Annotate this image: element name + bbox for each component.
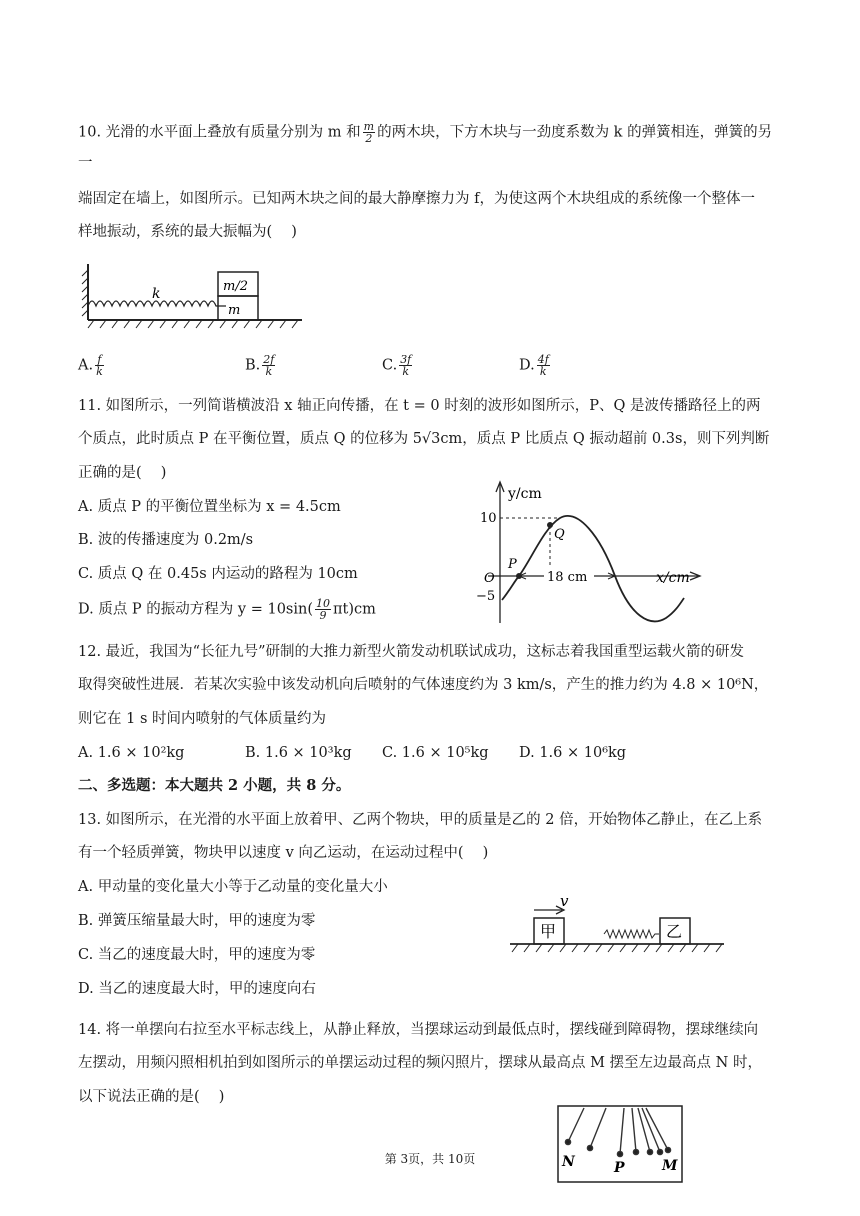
- q10-option-b[interactable]: B. $\frac{2f}{k}$: [245, 353, 275, 378]
- top-block-label: m/2: [223, 279, 248, 294]
- origin-label: O: [484, 571, 495, 586]
- q12-line1: 12. 最近，我国为“长征九号”研制的大推力新型火箭发动机联试成功，这标志着我国重型运载火箭的研发: [78, 644, 744, 660]
- q10-option-d[interactable]: D. $\frac{4f}{k}$: [519, 353, 549, 378]
- q13-blocks-figure: [508, 888, 728, 958]
- velocity-label: v: [560, 892, 569, 910]
- light-spring: [604, 930, 659, 938]
- q10-line1: 10. 光滑的水平面上叠放有质量分别为 m 和 $\frac{m}{2}$ 的两木块，下方木块与一劲度系数为 k 的弹簧相连，弹簧的另: [78, 120, 773, 145]
- q10-option-a[interactable]: A. $\frac{f}{k}$: [78, 353, 103, 378]
- spring-label-k: k: [152, 286, 161, 302]
- q10-line2: 一: [78, 155, 93, 171]
- q11-wave-figure: [470, 478, 710, 628]
- y-tick-10: 10: [480, 511, 497, 526]
- q12-option-a[interactable]: A. 1.6 × 10²kg: [78, 745, 185, 761]
- label-p: P: [508, 557, 517, 572]
- q10-line3: 端固定在墙上，如图所示。已知两木块之间的最大静摩擦力为 f，为使这两个木块组成的系统像一个整体一: [78, 191, 755, 207]
- q14-line1: 14. 将一单摆向右拉至水平标志线上，从静止释放，当摆球运动到最低点时，摆线碰到障碍物，摆球继续向: [78, 1022, 759, 1038]
- q13-line1: 13. 如图所示，在光滑的水平面上放着甲、乙两个物块，甲的质量是乙的 2 倍，开始物体乙静止，在乙上系: [78, 812, 763, 828]
- q14-line3: 以下说法正确的是( ): [78, 1089, 225, 1105]
- q10-option-c[interactable]: C. $\frac{3f}{k}$: [382, 353, 412, 378]
- label-n: N: [562, 1154, 575, 1170]
- label-p: P: [614, 1160, 625, 1176]
- q14-pendulum-figure: [556, 1104, 686, 1186]
- q13-option-d[interactable]: D. 当乙的速度最大时，甲的速度向右: [78, 981, 316, 997]
- q11-option-d[interactable]: D. 质点 P 的振动方程为 y = 10sin( $\frac{10}{9}$ πt)cm: [78, 597, 376, 622]
- label-q: Q: [554, 527, 565, 542]
- q11-line1: 11. 如图所示，一列简谐横波沿 x 轴正向传播，在 t = 0 时刻的波形如图所示，P、Q 是波传播路径上的两: [78, 398, 761, 414]
- q12-option-b[interactable]: B. 1.6 × 10³kg: [245, 745, 352, 761]
- y-tick-minus5: −5: [476, 589, 496, 604]
- bottom-block-label: m: [228, 303, 241, 318]
- q12-option-c[interactable]: C. 1.6 × 10⁵kg: [382, 745, 489, 761]
- q13-option-a[interactable]: A. 甲动量的变化量大小等于乙动量的变化量大小: [78, 879, 388, 895]
- block-jia-label: 甲: [540, 922, 557, 941]
- y-axis-label: y/cm: [508, 486, 542, 502]
- page-footer: 第 3页，共 10页: [384, 1152, 476, 1166]
- q14-line2: 左摆动，用频闪照相机拍到如图所示的单摆运动过程的频闪照片，摆球从最高点 M 摆至左边最高点 N 时，: [78, 1055, 762, 1071]
- q12-line2: 取得突破性进展．若某次实验中该发动机向后喷射的气体速度约为 3 km/s，产生的推力约为 4.8 × 10⁶N，: [78, 677, 769, 693]
- point-q: [547, 522, 553, 528]
- q11-option-a[interactable]: A. 质点 P 的平衡位置坐标为 x = 4.5cm: [78, 499, 341, 515]
- fraction-m-over-2: $\frac{m}{2}$: [363, 120, 375, 145]
- block-yi-label: 乙: [666, 922, 683, 941]
- label-m: M: [662, 1158, 678, 1174]
- q10-line4: 样地振动，系统的最大振幅为( ): [78, 224, 297, 240]
- x-axis-label: x/cm: [656, 570, 690, 586]
- q12-option-d[interactable]: D. 1.6 × 10⁶kg: [519, 745, 627, 761]
- distance-label: 18 cm: [547, 570, 588, 585]
- q13-option-b[interactable]: B. 弹簧压缩量最大时，甲的速度为零: [78, 913, 316, 929]
- q10-spring-block-figure: [80, 262, 305, 332]
- q11-line2: 个质点，此时质点 P 在平衡位置，质点 Q 的位移为 5√3cm，质点 P 比质点 Q 振动超前 0.3s，则下列判断: [78, 431, 770, 447]
- q13-option-c[interactable]: C. 当乙的速度最大时，甲的速度为零: [78, 947, 316, 963]
- section-heading-multiple-choice: 二、多选题：本大题共 2 小题，共 8 分。: [78, 777, 351, 794]
- q11-option-c[interactable]: C. 质点 Q 在 0.45s 内运动的路程为 10cm: [78, 566, 358, 582]
- q11-option-b[interactable]: B. 波的传播速度为 0.2m/s: [78, 532, 254, 548]
- q13-line2: 有一个轻质弹簧，物块甲以速度 v 向乙运动，在运动过程中( ): [78, 845, 489, 861]
- q11-line3: 正确的是( ): [78, 465, 167, 481]
- q12-line3: 则它在 1 s 时间内喷射的气体质量约为: [78, 711, 326, 727]
